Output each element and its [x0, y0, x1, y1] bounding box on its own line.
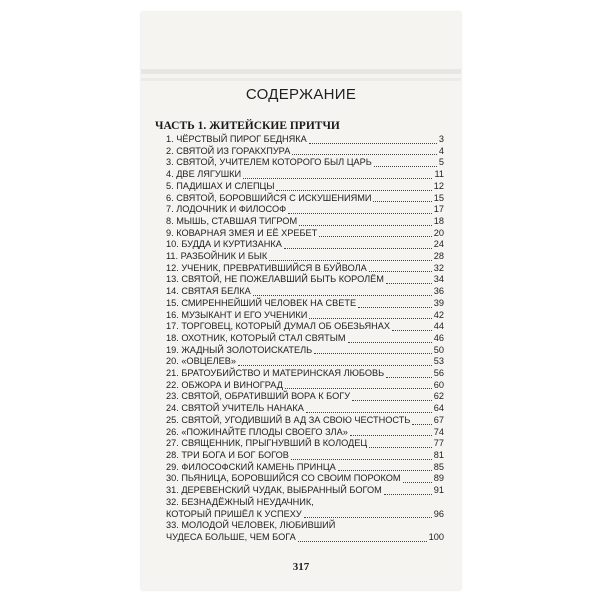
toc-entry-title: 15. СМИРЕННЕЙШИЙ ЧЕЛОВЕК НА СВЕТЕ — [166, 297, 357, 308]
toc-entry — [166, 216, 444, 228]
dot-leader — [338, 470, 432, 471]
dot-leader — [309, 143, 437, 144]
toc-entry-title: 33. МОЛОДОЙ ЧЕЛОВЕК, ЛЮБИВШИЙ — [166, 520, 336, 531]
toc-entry-title: 27. СВЯЩЕННИК, ПРЫГНУВШИЙ В КОЛОДЕЦ — [166, 438, 368, 449]
toc-entry-page: 50 — [433, 344, 444, 355]
toc-entry-title: 10. БУДДА И КУРТИЗАНКА — [166, 239, 282, 250]
toc-entry-page: 42 — [433, 309, 444, 320]
toc-entry-page: 96 — [433, 508, 444, 519]
toc-entry-title: 28. ТРИ БОГА И БОГ БОГОВ — [166, 449, 289, 460]
dot-leader — [374, 166, 437, 167]
toc-entry-page: 100 — [428, 531, 444, 542]
table-of-contents — [166, 134, 444, 544]
toc-entry-title: 21. БРАТОУБИЙСТВО И МАТЕРИНСКАЯ ЛЮБОВЬ — [166, 368, 385, 379]
toc-entry-title: 25. СВЯТОЙ, УГОДИВШИЙ В АД ЗА СВОЮ ЧЕСТНОСТЬ — [166, 414, 411, 425]
toc-entry-title: 3. СВЯТОЙ, УЧИТЕЛЕМ КОТОРОГО БЫЛ ЦАРЬ — [166, 157, 372, 168]
toc-entry-page: 67 — [433, 414, 444, 425]
toc-entry-title: 23. СВЯТОЙ, ОБРАТИВШИЙ ВОРА К БОГУ — [166, 391, 351, 402]
toc-entry — [166, 321, 444, 333]
toc-entry-page: 85 — [433, 461, 444, 472]
toc-entry-title: 20. «ОВЦЕЛЕВ» — [166, 356, 237, 367]
toc-entry — [166, 380, 444, 392]
toc-entry — [166, 438, 444, 450]
toc-entry-page: 77 — [433, 438, 444, 449]
dot-leader — [319, 236, 431, 237]
dot-leader — [299, 225, 432, 226]
toc-entry — [166, 146, 444, 158]
dot-leader — [412, 424, 431, 425]
toc-entry — [166, 169, 444, 181]
toc-entry-title: 24. СВЯТОЙ УЧИТЕЛЬ НАНАКА — [166, 403, 304, 414]
page-number: 317 — [292, 561, 310, 573]
book-page — [141, 12, 461, 590]
bleed-through-line — [141, 78, 461, 81]
toc-entry-page: 4 — [438, 145, 444, 156]
toc-entry-title: 1. ЧЁРСТВЫЙ ПИРОГ БЕДНЯКА — [166, 134, 307, 144]
toc-entry — [166, 450, 444, 462]
dot-leader — [243, 178, 432, 179]
toc-entry — [166, 193, 444, 205]
toc-entry-page: 60 — [433, 379, 444, 390]
toc-entry — [166, 298, 444, 310]
dot-leader — [298, 541, 427, 542]
toc-entry — [166, 157, 444, 169]
toc-entry-title: 17. ТОРГОВЕЦ, КОТОРЫЙ ДУМАЛ ОБ ОБЕЗЬЯНАХ — [166, 321, 390, 332]
dot-leader — [291, 459, 432, 460]
dot-leader — [304, 517, 432, 518]
dot-leader — [314, 353, 432, 354]
toc-entry-title: 32. БЕЗНАДЁЖНЫЙ НЕУДАЧНИК, — [166, 496, 314, 507]
dot-leader — [386, 377, 432, 378]
toc-entry-page: 24 — [433, 239, 444, 250]
toc-entry — [166, 274, 444, 286]
toc-entry — [166, 239, 444, 251]
dot-leader — [352, 400, 432, 401]
toc-entry-page: 44 — [433, 321, 444, 332]
toc-entry-page: 15 — [433, 192, 444, 203]
dot-leader — [285, 388, 432, 389]
toc-entry-title: 29. ФИЛОСОФСКИЙ КАМЕНЬ ПРИНЦА — [166, 461, 336, 472]
dot-leader — [309, 318, 431, 319]
toc-entry-title: 18. ОХОТНИК, КОТОРЫЙ СТАЛ СВЯТЫМ — [166, 332, 346, 343]
toc-entry — [166, 485, 444, 497]
toc-entry-page: 53 — [433, 356, 444, 367]
toc-entry-title: 16. МУЗЫКАНТ И ЕГО УЧЕНИКИ — [166, 309, 308, 320]
toc-entry — [166, 520, 444, 543]
toc-entry-page: 32 — [433, 262, 444, 273]
toc-entry — [166, 228, 444, 240]
toc-entry-page: 5 — [438, 157, 444, 168]
toc-entry-page: 36 — [433, 286, 444, 297]
toc-entry-page: 46 — [433, 332, 444, 343]
dot-leader — [269, 260, 432, 261]
toc-entry — [166, 497, 444, 520]
dot-leader — [306, 412, 432, 413]
toc-entry-page: 62 — [433, 391, 444, 402]
toc-entry-title: 12. УЧЕНИК, ПРЕВРАТИВШИЙСЯ В БУЙВОЛА — [166, 262, 367, 273]
dot-leader — [253, 295, 432, 296]
toc-entry-title: 6. СВЯТОЙ, БОРОВШИЙСЯ С ИСКУШЕНИЯМИ — [166, 192, 372, 203]
dot-leader — [276, 190, 431, 191]
toc-entry — [166, 462, 444, 474]
toc-entry-title: 4. ДВЕ ЛЯГУШКИ — [166, 169, 242, 180]
toc-entry-title: 11. РАЗБОЙНИК И БЫК — [166, 251, 268, 262]
dot-leader — [284, 248, 432, 249]
dot-leader — [238, 365, 432, 366]
toc-entry-title: 30. ПЬЯНИЦА, БОРОВШИЙСЯ СО СВОИМ ПОРОКОМ — [166, 473, 401, 484]
dot-leader — [369, 447, 432, 448]
dot-leader — [403, 482, 432, 483]
dot-leader — [384, 494, 432, 495]
toc-entry-page: 12 — [433, 180, 444, 191]
toc-entry — [166, 263, 444, 275]
toc-entry — [166, 473, 444, 485]
dot-leader — [373, 201, 431, 202]
toc-entry — [166, 356, 444, 368]
toc-entry — [166, 134, 444, 146]
toc-entry-page: 39 — [433, 297, 444, 308]
part-title: ЧАСТЬ 1. ЖИТЕЙСКИЕ ПРИТЧИ — [155, 120, 340, 132]
toc-entry-title-continued: ЧУДЕСА БОЛЬШЕ, ЧЕМ БОГА — [166, 531, 296, 542]
toc-entry — [166, 204, 444, 216]
toc-entry-title: 22. ОБЖОРА И ВИНОГРАД — [166, 379, 283, 390]
toc-entry — [166, 286, 444, 298]
toc-entry-page: 74 — [433, 426, 444, 437]
dot-leader — [392, 330, 432, 331]
toc-entry-page: 34 — [433, 274, 444, 285]
toc-entry-title: 5. ПАДИШАХ И СЛЕПЦЫ — [166, 180, 275, 191]
toc-entry-title: 14. СВЯТАЯ БЕЛКА — [166, 286, 251, 297]
toc-entry-title: 31. ДЕРЕВЕНСКИЙ ЧУДАК, ВЫБРАННЫЙ БОГОМ — [166, 485, 382, 496]
dot-leader — [292, 154, 437, 155]
dot-leader — [369, 271, 432, 272]
toc-entry-page: 56 — [433, 368, 444, 379]
toc-entry — [166, 345, 444, 357]
toc-entry — [166, 181, 444, 193]
toc-entry-page: 17 — [433, 204, 444, 215]
toc-entry-title: 8. МЫШЬ, СТАВШАЯ ТИГРОМ — [166, 215, 298, 226]
toc-entry-page: 18 — [433, 215, 444, 226]
toc-entry-page: 3 — [438, 134, 444, 144]
toc-entry-title: 9. КОВАРНАЯ ЗМЕЯ И ЕЁ ХРЕБЕТ — [166, 227, 318, 238]
toc-entry-title-continued: КОТОРЫЙ ПРИШЁЛ К УСПЕХУ — [166, 508, 302, 519]
page-heading: СОДЕРЖАНИЕ — [245, 86, 357, 103]
toc-entry-page: 28 — [433, 251, 444, 262]
toc-entry-title: 19. ЖАДНЫЙ ЗОЛОТОИСКАТЕЛЬ — [166, 344, 313, 355]
toc-entry — [166, 403, 444, 415]
toc-entry-page: 20 — [433, 227, 444, 238]
toc-entry-page: 64 — [433, 403, 444, 414]
toc-entry — [166, 310, 444, 322]
toc-entry — [166, 427, 444, 439]
toc-entry-title: 26. «ПОЖИНАЙТЕ ПЛОДЫ СВОЕГО ЗЛА» — [166, 426, 348, 437]
toc-entry-page: 81 — [433, 449, 444, 460]
toc-entry — [166, 368, 444, 380]
toc-entry — [166, 415, 444, 427]
dot-leader — [358, 307, 432, 308]
dot-leader — [350, 435, 432, 436]
toc-entry — [166, 251, 444, 263]
toc-entry-title: 13. СВЯТОЙ, НЕ ПОЖЕЛАВШИЙ БЫТЬ КОРОЛЁМ — [166, 274, 384, 285]
toc-entry-page: 91 — [433, 485, 444, 496]
toc-entry-title: 2. СВЯТОЙ ИЗ ГОРАКХПУРА — [166, 145, 291, 156]
bleed-through-line — [141, 69, 461, 74]
dot-leader — [386, 283, 432, 284]
dot-leader — [348, 342, 432, 343]
toc-entry-page: 11 — [434, 169, 444, 180]
toc-entry-title: 7. ЛОДОЧНИК И ФИЛОСОФ — [166, 204, 287, 215]
toc-entry — [166, 391, 444, 403]
toc-entry — [166, 333, 444, 345]
toc-entry-page: 89 — [433, 473, 444, 484]
dot-leader — [288, 213, 432, 214]
